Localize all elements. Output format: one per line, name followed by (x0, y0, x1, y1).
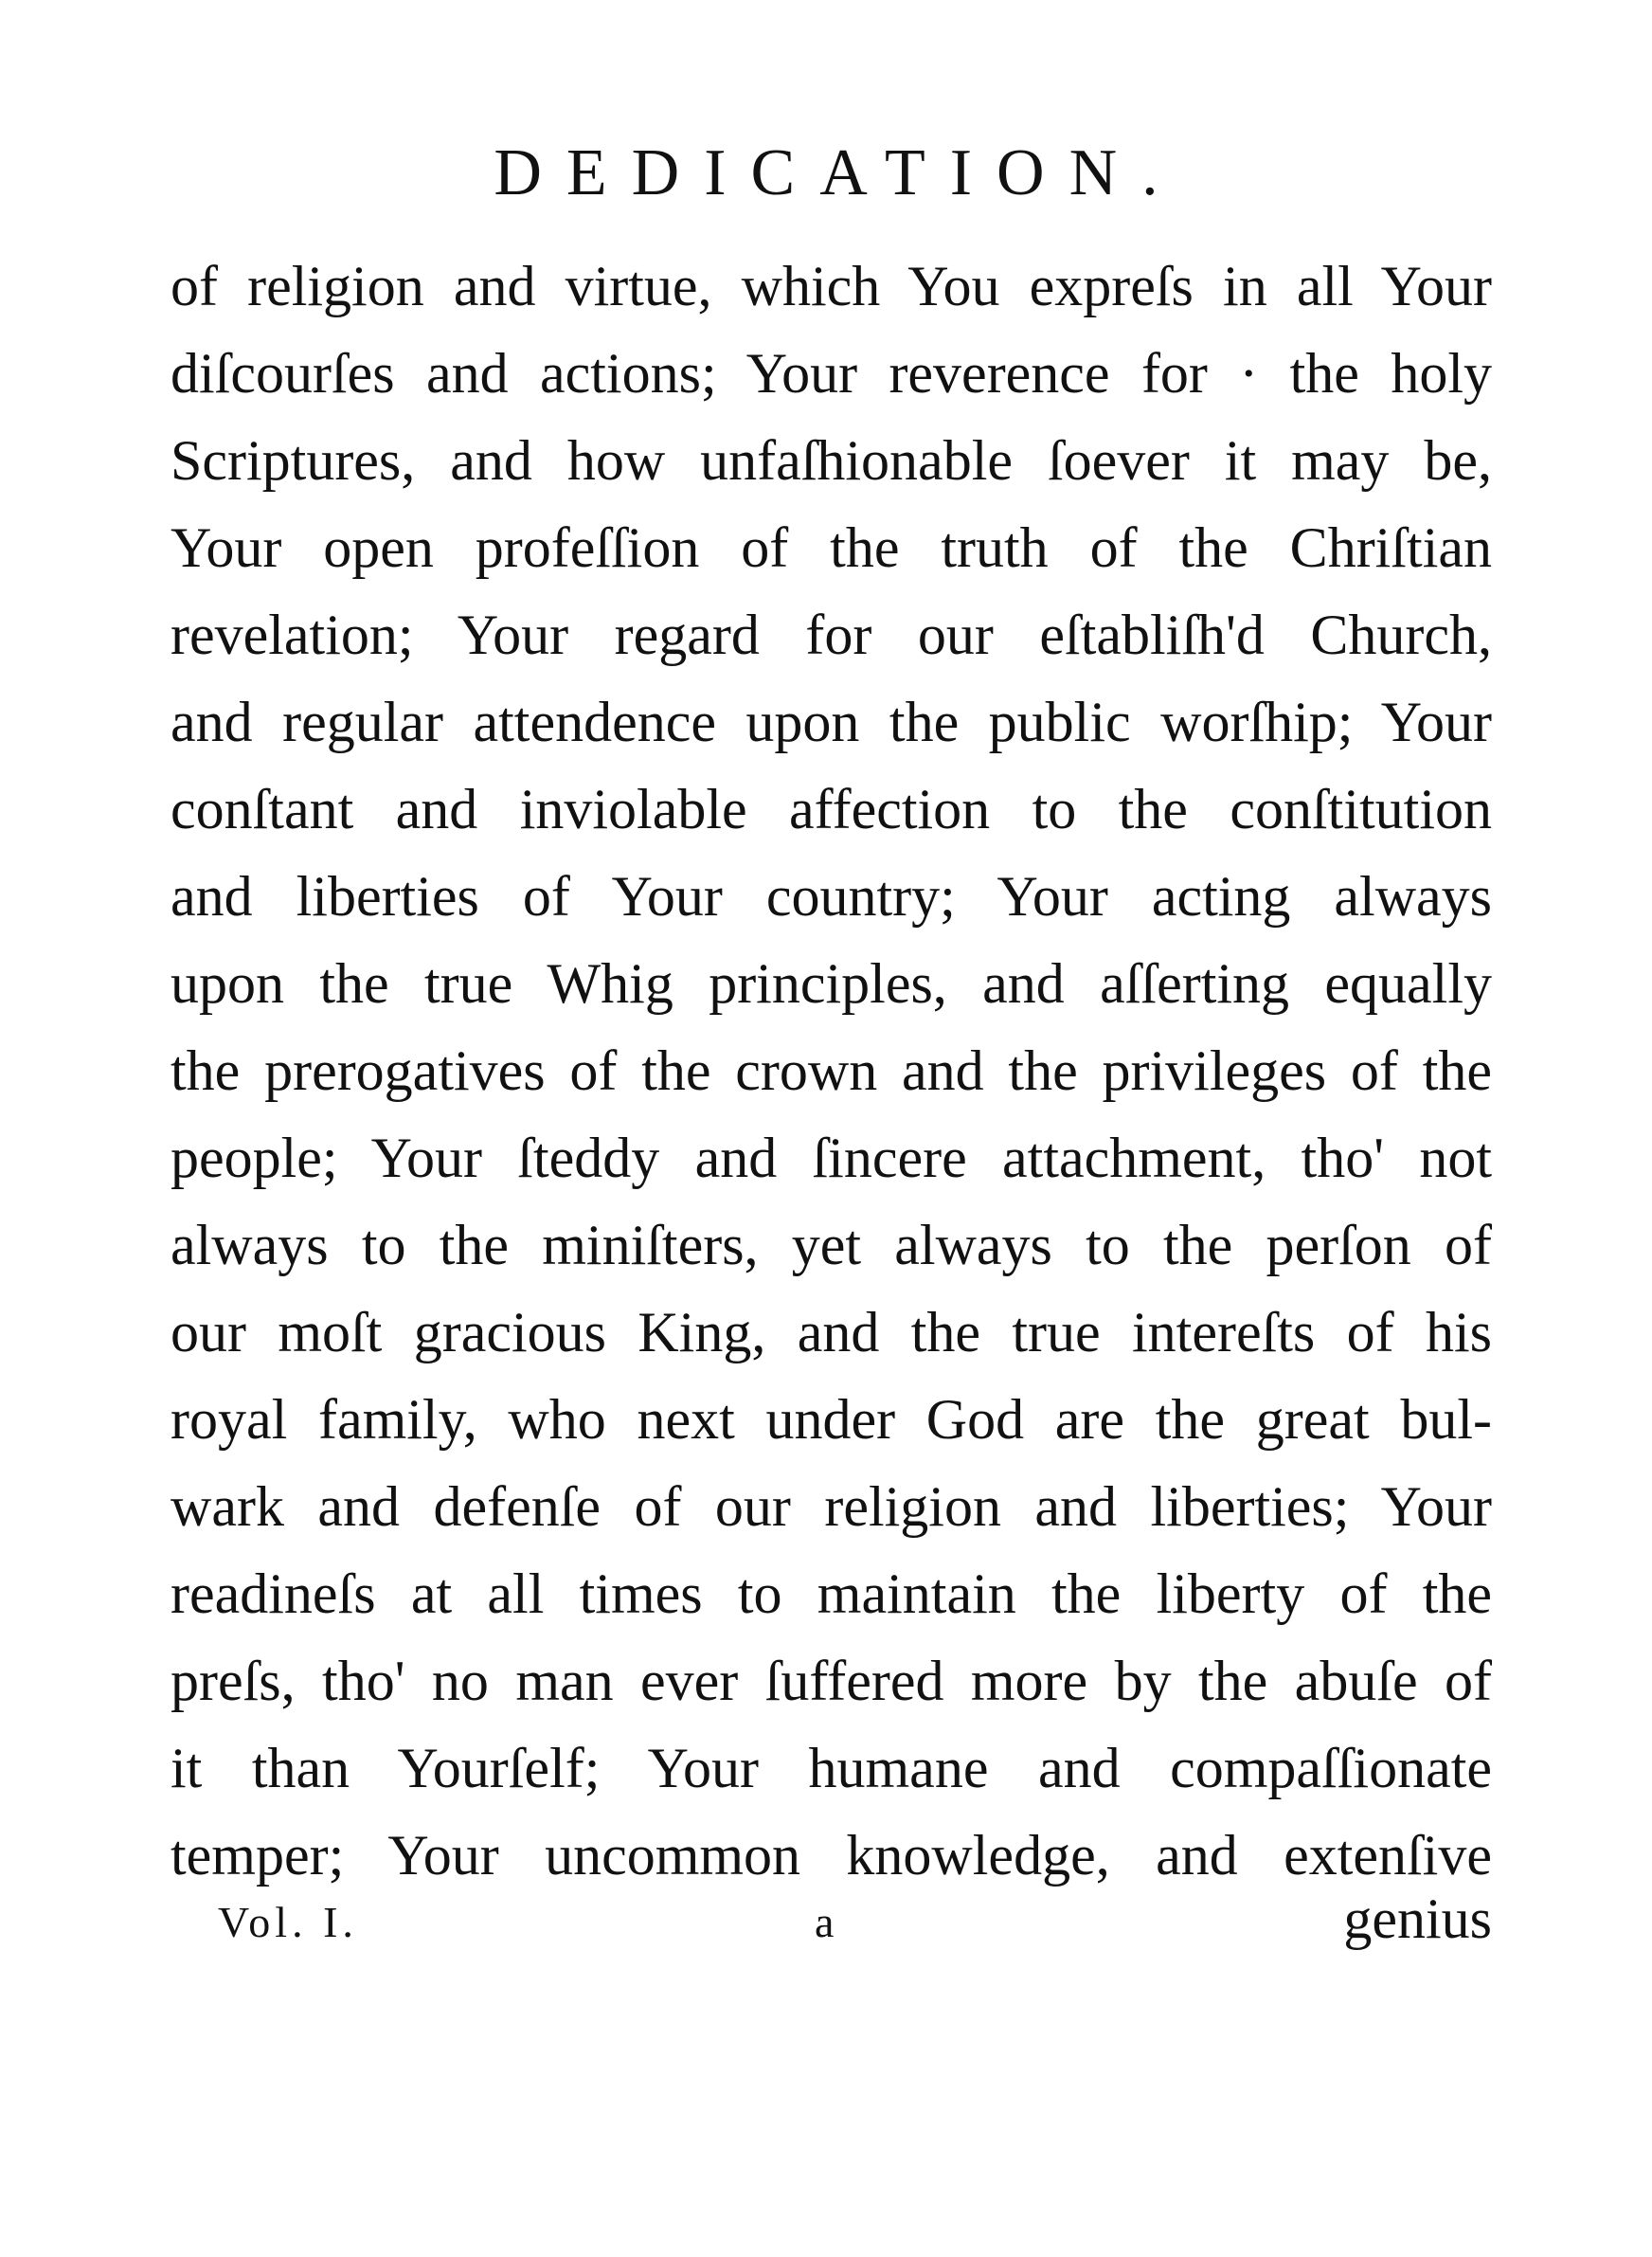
text-line: the prerogatives of the crown and the privileges of the (171, 1039, 1492, 1102)
text-line: revelation; Your regard for our eſtabliſh'd Church, (171, 604, 1492, 666)
text-line: upon the true Whig principles, and aſſerting equally (171, 952, 1492, 1015)
text-line: temper; Your uncommon knowledge, and extenſive (171, 1824, 1492, 1887)
text-line: diſcourſes and actions; Your reverence for · the holy (171, 342, 1492, 405)
text-line: our moſt gracious King, and the true intereſts of his (171, 1301, 1492, 1363)
text-line: of religion and virtue, which You expreſs in all Your (171, 255, 1492, 317)
text-line: conſtant and inviolable affection to the conſtitution (171, 778, 1492, 840)
text-line: and regular attendence upon the public worſhip; Your (171, 691, 1492, 753)
catchword: genius (1343, 1887, 1492, 1950)
text-line: Your open profeſſion of the truth of the Chriſtian (171, 516, 1492, 579)
text-line: royal family, who next under God are the great bul- (171, 1388, 1492, 1451)
volume-signature: Vol. I. (218, 1898, 358, 1946)
text-line: it than Yourſelf; Your humane and compaſſionate (171, 1737, 1492, 1799)
text-line: wark and defenſe of our religion and liberties; Your (171, 1475, 1492, 1538)
text-line: people; Your ſteddy and ſincere attachment, tho' not (171, 1127, 1492, 1189)
page-heading: DEDICATION. (494, 136, 1183, 209)
text-line: Scriptures, and how unfaſhionable ſoever it may be, (171, 429, 1492, 492)
dedication-text (171, 243, 1492, 1899)
text-line: and liberties of Your country; Your acting always (171, 865, 1492, 928)
page-footer (171, 1876, 1492, 1961)
text-line: readineſs at all times to maintain the liberty of the (171, 1562, 1492, 1625)
sheet-signature-mark: a (815, 1898, 835, 1946)
text-line: always to the miniſters, yet always to the perſon of (171, 1214, 1492, 1276)
text-line: preſs, tho' no man ever ſuffered more by the abuſe of (171, 1650, 1492, 1712)
